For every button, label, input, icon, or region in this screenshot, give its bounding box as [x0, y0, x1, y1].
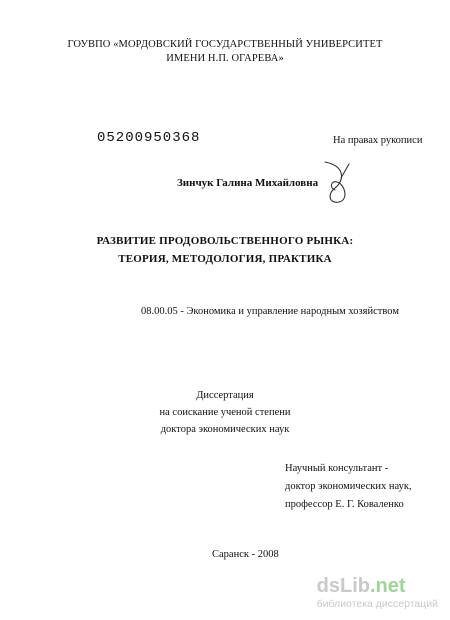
city-year: Саранск - 2008	[212, 549, 279, 560]
watermark-subtitle: библиотека диссертаций	[316, 598, 438, 610]
dissertation-title-line1: РАЗВИТИЕ ПРОДОВОЛЬСТВЕННОГО РЫНКА:	[96, 235, 354, 247]
consultant-label: Научный консультант -	[285, 463, 389, 474]
watermark-logo	[317, 575, 438, 597]
dissertation-type: Диссертация	[196, 390, 254, 401]
specialty-code: 08.00.05 - Экономика и управление народным хозяйством	[141, 306, 399, 317]
organization-name-line2: ИМЕНИ Н.П. ОГАРЕВА»	[166, 53, 284, 64]
consultant-name: профессор Е. Г. Коваленко	[285, 499, 404, 510]
handwritten-signature	[315, 158, 365, 208]
watermark-logo-tld: .net	[369, 575, 406, 597]
consultant-degree: доктор экономических наук,	[285, 481, 412, 492]
degree-field: доктора экономических наук	[160, 424, 290, 435]
dslib-watermark	[317, 575, 438, 610]
document-number: 05200950368	[97, 130, 201, 146]
degree-line: на соискание ученой степени	[159, 407, 291, 418]
organization-name-line1: ГОУВПО «МОРДОВСКИЙ ГОСУДАРСТВЕННЫЙ УНИВЕРСИТЕТ	[67, 39, 383, 50]
dissertation-title-line2: ТЕОРИЯ, МЕТОДОЛОГИЯ, ПРАКТИКА	[118, 253, 332, 265]
watermark-logo-main: dsLib	[316, 575, 370, 597]
author-name: Зинчук Галина Михайловна	[177, 177, 319, 189]
rights-note: На правах рукописи	[333, 135, 423, 146]
scientific-consultant	[285, 460, 412, 514]
